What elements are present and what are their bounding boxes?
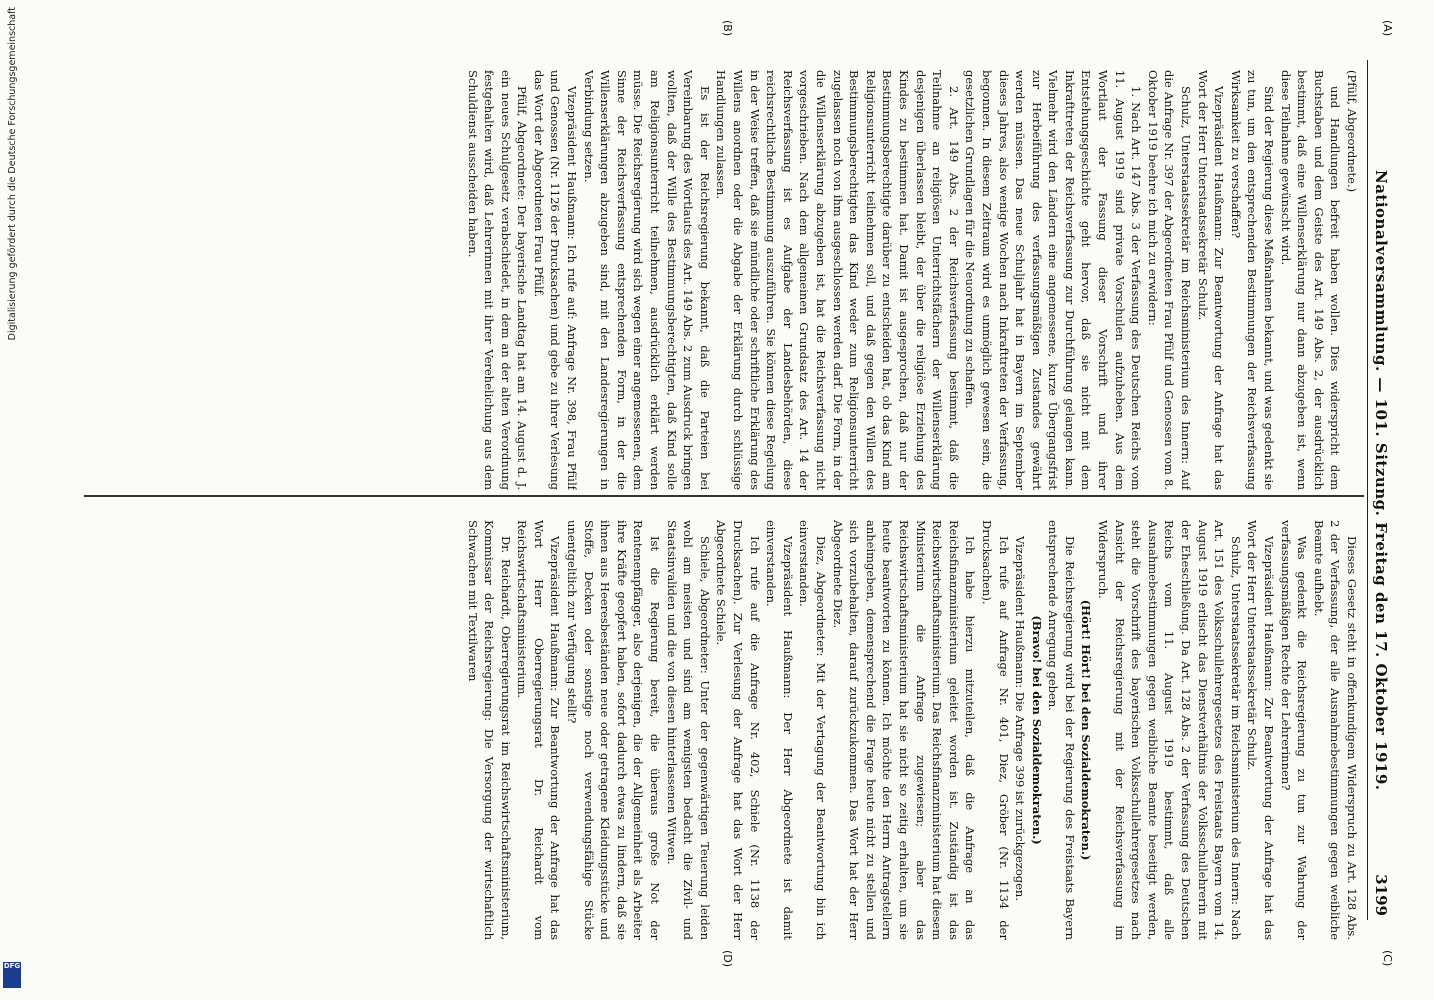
paragraph: Schiele, Abgeordneter: Unter der gegenwärtigen Teuerung leiden wohl am meisten und sind am wenigsten bedacht die Zivil- und Staatsinvaliden und die von diesen hinterlassenen Witwen. bbox=[664, 520, 712, 940]
paragraph: Ich habe hierzu mitzuteilen, daß die Anfrage an das Reichsfinanzministerium geleitet worden ist. Zuständig ist das Reichswirtschaftsministerium. Das Reichsfinanzministerium hat diesem Ministerium die Anfrage zugewiesen; aber das Reichswirtschaftsministerium hat sie nicht so zeitig erhalten, um sie heute beantworten zu können. Ich möchte den Herrn Antragstellern anheimgeben, demensprechend die Frage heute nicht zu stellen und sich vorzubehalten, darauf zurückzukommen. Das Wort hat der Herr Abgeordnete Diez. bbox=[830, 520, 978, 940]
paragraph: Sind der Regierung diese Maßnahmen bekannt, und was gedenkt sie zu tun, um den entsprechenden Bestimmungen der Reichsverfassung Wirksamkeit zu verschaffen? bbox=[1228, 70, 1277, 490]
paragraph: 1. Nach Art. 147 Abs. 3 der Verfassung des Deutschen Reichs vom 11. August 1919 sind private Vorschulen aufzuheben. Aus dem Wortlaut der Fassung dieser Vorschrift und ihrer Entstehungsgeschichte geht hervor, daß sie nicht mit dem Inkrafttreten der Reichsverfassung zur Durchführung gelangen kann. Vielmehr wird den Ländern eine angemessene, kurze Übergangsfrist zur Herbeiführung des verfassungsmäßigen Zustandes gewährt werden müssen. Das neue Schuljahr hat in Bayern im September dieses Jahres, also wenige Wochen nach Inkrafttreten der Verfassung, begonnen. In diesem Zeitraum wird es unmöglich gewesen sein, die gesetzlichen Grundlagen für die Neuordnung zu schaffen. bbox=[963, 70, 1144, 490]
paragraph: Pfülf, Abgeordnete: Der bayerische Landtag hat am 14. August d. J. ein neues Schulgesetz verabschiedet, in dem an der alten Verordnung festgehalten wird, daß Lehrerinnen mit ihrer Verehelichung aus dem Schuldienst ausscheiden haben. bbox=[465, 70, 530, 490]
paragraph: Es ist der Reichsregierung bekannt, daß die Parteien bei Vereinbarung des Wortlauts des Art. 149 Abs. 2 zum Ausdruck bringen wollten, daß der Wille des Bestimmungsberechtigten, daß Kind solle am Religionsunterricht teilnehmen, ausdrücklich erklärt werden müsse. Die Reichsregierung wird sich wegen einer angemessenen, dem Sinne der Reichsverfassung entsprechenden Form, in der die Willenserklärungen abzugeben sind, mit den Landesregierungen in Verbindung setzen. bbox=[581, 70, 712, 490]
paragraph: Vizepräsident Haußmann: Zur Beantwortung der Anfrage hat das Wort der Herr Unterstaatssekretär Schulz. bbox=[1195, 70, 1227, 490]
paragraph: Schulz, Unterstaatssekretär im Reichsministerium des Innern: Nach Art. 151 des Volksschullehrergesetzes des Freistaats Bayern vom 14. August 1919 erlischt das Dienstverhältnis der Volksschullehrerin mit der Eheschließung. Da Art. 128 Abs. 2 der Verfassung des Deutschen Reichs vom 11. August 1919 bestimmt, daß alle Ausnahmebestimmungen gegen weibliche Beamte beseitigt werden, steht die Vorschrift des bayerischen Volksschullehrergesetzes nach Ansicht der Reichsregierung mit der Reichsverfassung im Widerspruch. bbox=[1096, 520, 1243, 940]
paragraph: Die Reichsregierung wird bei der Regierung des Freistaats Bayern entsprechende Anregung geben. bbox=[1046, 520, 1077, 940]
margin-marker-d: (D) bbox=[721, 950, 734, 968]
interjection: (Hört! Hört! bei den Sozialdemokraten.) bbox=[1079, 599, 1094, 861]
paragraph: Ich rufe auf Anfrage Nr. 401, Diez, Gröber (Nr. 1134 der Drucksachen). bbox=[979, 520, 1011, 940]
paragraph: Ich rufe auf die Anfrage Nr. 402, Schiele (Nr. 1138 der Drucksachen). Zur Verlesung der Anfrage hat das Wort der Herr Abgeordnete Schiele. bbox=[714, 520, 762, 940]
paragraph: Diez, Abgeordneter: Mit der Vertagung der Beantwortung bin ich einverstanden. bbox=[797, 520, 828, 940]
dfg-logo: DFG bbox=[3, 962, 21, 988]
margin-marker-b: (B) bbox=[721, 20, 734, 37]
running-title: Nationalversammlung. — 101. Sitzung. Freitag den 17. Oktober 1919. bbox=[1372, 170, 1390, 791]
credit-text: Digitalisierung gefördert durch die Deutsche Forschungsgemeinschaft bbox=[7, 7, 18, 341]
paragraph: Dieses Gesetz steht in offenkundigem Widerspruch zu Art. 128 Abs. 2 der Verfassung, der alle Ausnahmebestimmungen gegen weibliche Beamte aufhebt. bbox=[1311, 520, 1359, 940]
paragraph: (Pfülf, Abgeordnete.) bbox=[1345, 70, 1359, 193]
paragraph: Dr. Reichardt, Oberregierungsrat im Reichswirtschaftsministerium, Kommissar der Reichsregierung: Die Versorgung der wirtschaftlich Schwachen mit Textilwaren bbox=[465, 520, 513, 940]
paragraph: Vizepräsident Haußmann: Zur Beantwortung der Anfrage hat das Wort Herr Oberregierungsrat Dr. Reichardt vom Reichswirtschaftsministerium. bbox=[515, 520, 563, 940]
digitization-credit bbox=[6, 7, 20, 990]
paragraph: Schulz, Unterstaatssekretär im Reichsministerium des Innern: Auf die Anfrage Nr. 397 der Abgeordneten Frau Pfülf und Genossen vom 8. Oktober 1919 beehre ich mich zu erwidern: bbox=[1145, 70, 1194, 490]
margin-marker-a: (A) bbox=[1381, 20, 1394, 37]
paragraph: Vizepräsident Haußmann: Ich rufe auf: Anfrage Nr. 398, Frau Pfülf und Genossen (Nr. 1126 der Drucksachen) und gebe zu ihrer Verlesung das Wort der Abgeordneten Frau Pfülf. bbox=[531, 70, 580, 490]
paragraph: und Handlungen befreit haben wollen. Dies widerspricht dem Buchstaben und dem Geiste des Art. 149 Abs. 2, der ausdrücklich bestimmt, daß eine Willenserklärung nur dann abzugeben ist, wenn diese Teilnahme gewünscht wird. bbox=[1278, 70, 1343, 490]
page-header bbox=[1367, 60, 1394, 920]
paragraph: Vizepräsident Haußmann: Die Anfrage 399 ist zurückgezogen. bbox=[1013, 536, 1028, 901]
margin-marker-c: (C) bbox=[1381, 950, 1394, 967]
paragraph: Ist die Regierung bereit, die überaus große Not der Rentenempfänger, also derjenigen, die der Allgemeinheit als Arbeiter ihre Kräfte geopfert haben, sofort dadurch etwas zu lindern, daß sie ihnen aus Heeresbeständen neue oder getragene Kleidungsstücke und Stoffe, Decken oder sonstige noch verwendungsfähige Stücke unentgeltlich zur Verfügung stellt? bbox=[565, 520, 663, 940]
left-column bbox=[90, 70, 1360, 490]
paragraph: Vizepräsident Haußmann: Der Herr Abgeordnete ist damit einverstanden. bbox=[764, 520, 795, 940]
paragraph: Was gedenkt die Reichsregierung zu tun zur Wahrung der verfassungsmäßigen Rechte der Lehrerinnen? bbox=[1278, 520, 1310, 940]
interjection: (Bravo! bei den Sozialdemokraten.) bbox=[1029, 615, 1044, 845]
paragraph: Vizepräsident Haußmann: Zur Beantwortung der Anfrage hat das Wort der Herr Unterstaatssekretär Schulz. bbox=[1245, 520, 1277, 940]
column-divider bbox=[84, 495, 1364, 497]
paragraph: 2. Art. 149 Abs. 2 der Reichsverfassung bestimmt, daß die Teilnahme an religiösen Unterrichtsfächern der Willenserklärung desjenigen überlassen bleibt, der über die religiöse Erziehung des Kindes zu bestimmen hat. Damit ist ausgesprochen, daß nur der Bestimmungsberechtigte darüber zu entscheiden hat, ob das Kind am Religionsunterricht teilnehmen soll, und daß gegen den Willen des Bestimmungsberechtigten das Kind weder zum Religionsunterricht zugelassen noch von ihm ausgeschlossen werden darf. Die Form, in der die Willenserklärung abzugeben ist, hat die Reichsverfassung nicht vorgeschrieben. Nach dem allgemeinen Grundsatz des Art. 14 der Reichsverfassung ist es Aufgabe der Landesbehörden, diese reichsrechtliche Bestimmung auszuführen. Sie können diese Regelung in der Weise treffen, daß sie mündliche oder schriftliche Erklärung des Willens anordnen oder die Abgabe der Erklärung durch schlüssige Handlungen zulassen. bbox=[714, 70, 961, 490]
right-column bbox=[90, 520, 1360, 940]
page-number: 3199 bbox=[1372, 874, 1390, 916]
